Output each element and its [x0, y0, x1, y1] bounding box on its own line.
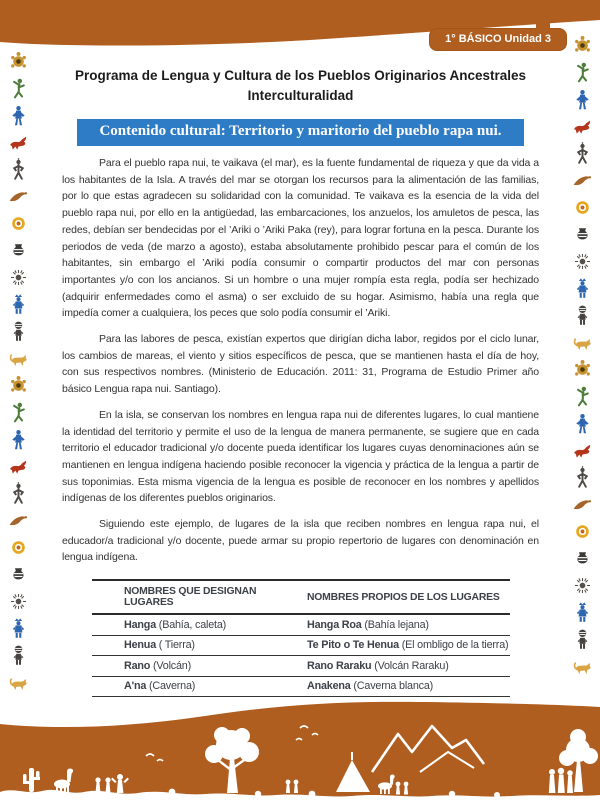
place-term: A'na [124, 680, 147, 693]
paragraph-3: En la isla, se conservan los nombres en lengua rapa nui de diferentes lugares, lo cual mantiene la identidad del territorio y permite el uso de la lengua de manera permanente, se sugiere que en cada territorio el educador tradicional y/o docente pueda identificar los lugares cuyas denominaciones aún se mantienen en lengua indígena haciendo posible reconocer la vigencia y práctica de la lengua a partir de sus toponimias. Esta misma vigencia de la lengua es posible de reconocer en los nombres y apellidos indígenas de los diferentes pueblos originarios. [62, 408, 539, 505]
table-row [92, 676, 510, 697]
sun-icon [572, 520, 593, 543]
puma-icon [8, 347, 29, 370]
place-description: (Bahía, caleta) [156, 618, 227, 631]
left-icon-strip [5, 50, 31, 694]
place-term: Anakena [307, 680, 351, 693]
table-cell [301, 656, 510, 677]
page-title-line1: Programa de Lengua y Cultura de los Pueblos Originarios Ancestrales [74, 68, 527, 83]
right-icon-strip [569, 34, 595, 678]
puma-icon [572, 331, 593, 354]
sun-icon [572, 196, 593, 219]
turtle-icon [8, 50, 29, 73]
dancer-icon [8, 401, 29, 424]
paragraph-1: Para el pueblo rapa nui, te vaikava (el mar), es la fuente fundamental de riqueza y que da vida a los habitantes de la Isla. A través del mar se otorgan los recursos para la alimentación de las familias, por lo que estas agradecen su solidaridad con la comunidad. Te vaikava es la esencia de la vida del pueblo rapa nui, por ello en la antigüedad, las embarcaciones, los anzuelos, los amuletos de pesca, las redes, debían ser bendecidas por el ’Ariki o ’Ariki Paka (rey), para lograr fortuna en la pesca. Durante los periodos de veda (de marzo a agosto), estaba absolutamente prohibido pescar para el común de los habitantes, sin embargo el ’Ariki podía consumir o compartir productos del mar con personas importantes y/o con los ancianos. Si un hombre o una mujer rompía esta regla, podía ser hechizado (adquirir enfermedades como el asma) o ser excluido de su hogar. Asimismo, había una regla que impedía comer a cualquiera, los peces que solo podía consumir el ’Ariki. [62, 157, 539, 320]
vessel-icon [572, 547, 593, 570]
vessel-icon [8, 239, 29, 262]
place-term: Te Pito o Te Henua [307, 639, 399, 652]
unit-badge-label: 1° BÁSICO Unidad 3 [445, 33, 551, 45]
figure-icon [572, 412, 593, 435]
page-title-line2: Interculturalidad [247, 88, 354, 103]
figure-icon [8, 428, 29, 451]
place-description: (Volcán) [150, 659, 192, 672]
table-cell [92, 656, 301, 677]
chief-icon [8, 293, 29, 316]
chief-icon [8, 617, 29, 640]
figure-icon [572, 88, 593, 111]
table-cell [301, 635, 510, 656]
human-icon [8, 482, 29, 505]
paragraph-4: Siguiendo este ejemplo, de lugares de la isla que reciben nombres en lengua rapa nui, el educador/a tradicional y/o docente, puede armar su propio repertorio de lugares con denominación en lengua indígena. [62, 518, 539, 564]
cultural-content-banner: Contenido cultural: Territorio y maritorio del pueblo rapa nui. [77, 119, 524, 146]
human-icon [8, 158, 29, 181]
chief-icon [572, 277, 593, 300]
condor-icon [572, 169, 593, 192]
table-cell [92, 676, 301, 697]
sunburst-icon [572, 250, 593, 273]
places-table-body [92, 614, 510, 697]
page-title [62, 66, 539, 106]
place-term: Hanga Roa [307, 618, 362, 631]
warrior-icon [572, 304, 593, 327]
table-header-designations: NOMBRES QUE DESIGNAN LUGARES [92, 580, 301, 614]
table-cell [92, 635, 301, 656]
table-header-row [92, 580, 510, 614]
condor-icon [8, 509, 29, 532]
place-description: (Bahía lejana) [361, 618, 429, 631]
sun-icon [8, 212, 29, 235]
human-icon [572, 142, 593, 165]
table-row [92, 656, 510, 677]
sunburst-icon [8, 266, 29, 289]
table-header-proper-names: NOMBRES PROPIOS DE LOS LUGARES [301, 580, 510, 614]
fox-icon [572, 439, 593, 462]
fox-icon [572, 115, 593, 138]
warrior-icon [8, 644, 29, 667]
condor-icon [572, 493, 593, 516]
table-cell [92, 614, 301, 635]
place-description: (Caverna blanca) [350, 680, 434, 693]
sun-icon [8, 536, 29, 559]
dancer-icon [572, 385, 593, 408]
table-row [92, 614, 510, 635]
figure-icon [8, 104, 29, 127]
content-column [62, 66, 539, 697]
footer-landscape [0, 700, 600, 800]
fox-icon [8, 455, 29, 478]
table-cell [301, 676, 510, 697]
place-term: Rano Raraku [307, 659, 372, 672]
place-description: (Caverna) [146, 680, 196, 693]
turtle-icon [572, 34, 593, 57]
badge-connector [536, 17, 550, 31]
vessel-icon [8, 563, 29, 586]
sunburst-icon [572, 574, 593, 597]
place-term: Hanga [124, 618, 156, 631]
place-term: Henua [124, 639, 156, 652]
warrior-icon [572, 628, 593, 651]
place-names-table [92, 579, 510, 697]
condor-icon [8, 185, 29, 208]
warrior-icon [8, 320, 29, 343]
table-cell [301, 614, 510, 635]
unit-badge [430, 29, 566, 50]
sunburst-icon [8, 590, 29, 613]
fox-icon [8, 131, 29, 154]
table-row [92, 635, 510, 656]
dancer-icon [572, 61, 593, 84]
place-description: (Volcán Raraku) [371, 659, 449, 672]
puma-icon [572, 655, 593, 678]
puma-icon [8, 671, 29, 694]
place-term: Rano [124, 659, 151, 672]
chief-icon [572, 601, 593, 624]
paragraph-2: Para las labores de pesca, existían expertos que dirigían dicha labor, regidos por el ciclo lunar, los cambios de mareas, el viento y sitios específicos de pesca, que se mantienen hasta el día de hoy, con sus respectivos nombres. (Ministerio de Educación. 2011: 31, Programa de Estudio Primer año básico Lengua rapa nui. Santiago). [62, 333, 539, 396]
place-description: (El ombligo de la tierra) [398, 639, 509, 652]
turtle-icon [8, 374, 29, 397]
turtle-icon [572, 358, 593, 381]
vessel-icon [572, 223, 593, 246]
place-description: ( Tierra) [156, 639, 195, 652]
dancer-icon [8, 77, 29, 100]
human-icon [572, 466, 593, 489]
